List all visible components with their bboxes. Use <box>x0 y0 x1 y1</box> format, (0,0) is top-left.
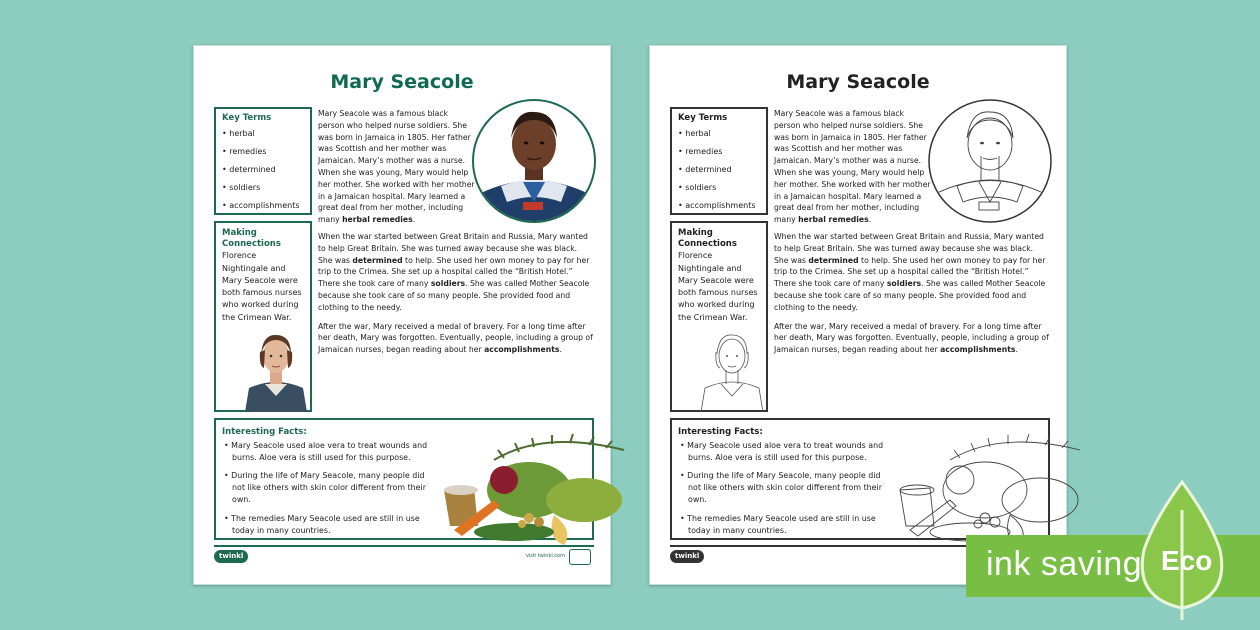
florence-nightingale-portrait <box>243 326 309 412</box>
story-paragraph: After the war, Mary received a medal of bravery. For a long time after her death, Mary was forgotten. Eventually, people, including a group of Jamaican nurses, began reading about her accomplishments. <box>774 321 1049 355</box>
making-connections-heading: Making Connections <box>222 228 281 249</box>
making-connections-text: Florence Nightingale and Mary Seacole were both famous nurses who worked during the Crimean War. <box>222 251 302 322</box>
herbal-remedies-illustration <box>890 430 1090 545</box>
key-terms-list <box>222 125 304 215</box>
ink-saving-label: ink saving <box>986 545 1143 583</box>
key-terms-box <box>214 107 312 215</box>
key-terms-heading: Key Terms <box>222 113 272 123</box>
fact-item: • Mary Seacole used aloe vera to treat wounds and burns. Aloe vera is still used for this purpose. <box>222 440 432 464</box>
worksheet-ink-saving <box>649 45 1067 585</box>
fact-item: • The remedies Mary Seacole used are still in use today in many countries. <box>678 513 888 537</box>
twinkl-logo: twinkl <box>670 550 704 563</box>
fact-item: • Mary Seacole used aloe vera to treat wounds and burns. Aloe vera is still used for this purpose. <box>678 440 888 464</box>
making-connections-heading: Making Connections <box>678 228 737 249</box>
mary-seacole-portrait <box>471 98 597 224</box>
page-title: Mary Seacole <box>786 71 930 93</box>
key-term: • soldiers <box>222 179 304 197</box>
fact-item: • During the life of Mary Seacole, many people did not like others with skin color different from their own. <box>678 470 888 507</box>
footer-url: visit twinkl.com <box>525 553 565 559</box>
footer-divider <box>214 545 594 547</box>
quality-badge-icon <box>569 549 591 565</box>
key-terms-heading: Key Terms <box>678 113 728 123</box>
florence-nightingale-portrait <box>699 326 765 412</box>
key-term: • herbal <box>222 125 304 143</box>
key-term: • remedies <box>678 143 760 161</box>
interesting-facts-list <box>222 440 432 537</box>
key-term: • determined <box>222 161 304 179</box>
key-terms-box <box>670 107 768 215</box>
story-paragraph: When the war started between Great Britain and Russia, Mary wanted to help Great Britain. She was turned away because she was black. She was determined to help. She used her own money to pay for her trip to the Crimea. She set up a hospital called the “British Hotel.” There she took care of many soldiers. She was called Mother Seacole because she took care of so many people. She provided food and clothing to the needy. <box>318 231 590 312</box>
fact-item: • The remedies Mary Seacole used are still in use today in many countries. <box>222 513 432 537</box>
key-term: • accomplishments <box>222 197 304 215</box>
story-paragraph: Mary Seacole was a famous black person who helped nurse soldiers. She was born in Jamaica in 1805. Her father was Scottish and her mother was Jamaican. Mary’s mother was a nurse. When she was young, Mary would help her mother. She worked with her mother in a Jamaican hospital. Mary learned a great deal from her mother, including many herbal remedies. <box>318 109 475 225</box>
interesting-facts-box <box>670 418 1050 540</box>
story-paragraph: Mary Seacole was a famous black person who helped nurse soldiers. She was born in Jamaica in 1805. Her father was Scottish and her mother was Jamaican. Mary’s mother was a nurse. When she was young, Mary would help her mother. She worked with her mother in a Jamaican hospital. Mary learned a great deal from her mother, including many herbal remedies. <box>774 109 931 225</box>
key-term: • accomplishments <box>678 197 760 215</box>
interesting-facts-box <box>214 418 594 540</box>
making-connections-box <box>670 221 768 412</box>
mary-seacole-portrait <box>927 98 1053 224</box>
story-paragraph: When the war started between Great Britain and Russia, Mary wanted to help Great Britain. She was turned away because she was black. She was determined to help. She used her own money to pay for her trip to the Crimea. She set up a hospital called the “British Hotel.” There she took care of many soldiers. She was called Mother Seacole because she took care of so many people. She provided food and clothing to the needy. <box>774 231 1046 312</box>
worksheet-colour <box>193 45 611 585</box>
interesting-facts-heading: Interesting Facts: <box>678 427 763 437</box>
key-term: • soldiers <box>678 179 760 197</box>
story-paragraph: After the war, Mary received a medal of bravery. For a long time after her death, Mary was forgotten. Eventually, people, including a group of Jamaican nurses, began reading about her accomplishments. <box>318 321 593 355</box>
page-title: Mary Seacole <box>330 71 474 93</box>
interesting-facts-heading: Interesting Facts: <box>222 427 307 437</box>
twinkl-logo: twinkl <box>214 550 248 563</box>
fact-item: • During the life of Mary Seacole, many people did not like others with skin color different from their own. <box>222 470 432 507</box>
eco-badge-label: Eco <box>1161 545 1213 576</box>
herbal-remedies-illustration <box>434 430 634 545</box>
key-term: • determined <box>678 161 760 179</box>
key-term: • remedies <box>222 143 304 161</box>
interesting-facts-list <box>678 440 888 537</box>
making-connections-box <box>214 221 312 412</box>
making-connections-text: Florence Nightingale and Mary Seacole were both famous nurses who worked during the Crimean War. <box>678 251 758 322</box>
key-terms-list <box>678 125 760 215</box>
key-term: • herbal <box>678 125 760 143</box>
